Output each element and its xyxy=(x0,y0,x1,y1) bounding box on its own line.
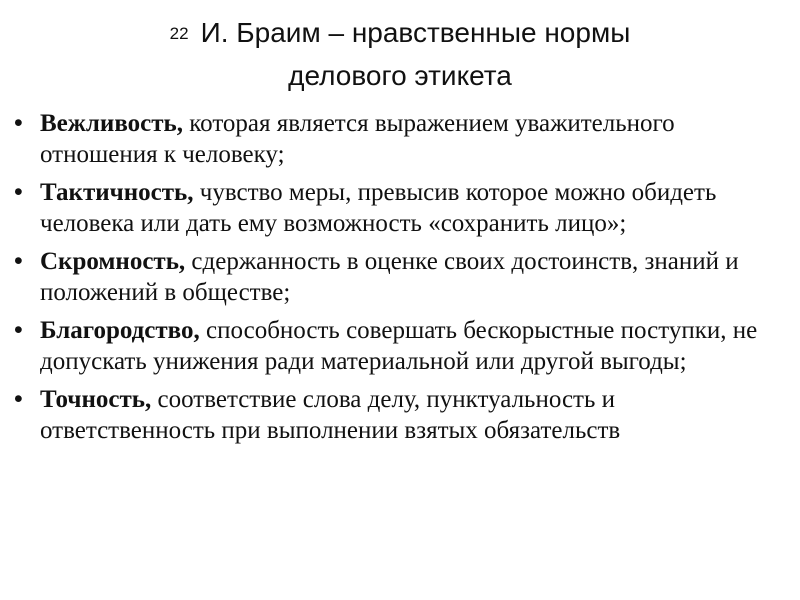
bullet-icon: • xyxy=(14,385,23,413)
title-row-1 xyxy=(0,12,800,55)
definition-modesty: сдержанность в оценке своих достоинств, знаний и положений в обществе; xyxy=(40,248,739,306)
list-item-politeness xyxy=(14,108,790,170)
term-modesty: Скромность, xyxy=(40,248,186,275)
slide-title-line-1: И. Браим – нравственные нормы xyxy=(200,17,631,48)
slide-title-line-2: делового этикета xyxy=(288,60,512,91)
term-tact: Тактичность, xyxy=(40,179,194,206)
list-item-modesty xyxy=(14,246,790,308)
definition-tact: чувство меры, превысив которое можно обидеть человека или дать ему возможность «сохранить лицо»; xyxy=(40,179,717,237)
bullet-list xyxy=(14,108,790,453)
bullet-icon: • xyxy=(14,109,23,137)
term-nobility: Благородство, xyxy=(40,317,200,344)
definition-accuracy: соответствие слова делу, пунктуальность и ответственность при выполнении взятых обязательств xyxy=(40,386,621,444)
definition-politeness: которая является выражением уважительного отношения к человеку; xyxy=(40,110,675,168)
list-item-tact xyxy=(14,177,790,239)
slide-number: 22 xyxy=(169,24,189,43)
bullet-icon: • xyxy=(14,316,23,344)
list-item-accuracy xyxy=(14,384,790,446)
definition-nobility: способность совершать бескорыстные поступки, не допускать унижения ради материальной или другой выгоды; xyxy=(40,317,758,375)
slide-header xyxy=(0,12,800,97)
term-politeness: Вежливость, xyxy=(40,110,184,137)
term-accuracy: Точность, xyxy=(40,386,152,413)
list-item-nobility xyxy=(14,315,790,377)
bullet-icon: • xyxy=(14,178,23,206)
bullet-icon: • xyxy=(14,247,23,275)
